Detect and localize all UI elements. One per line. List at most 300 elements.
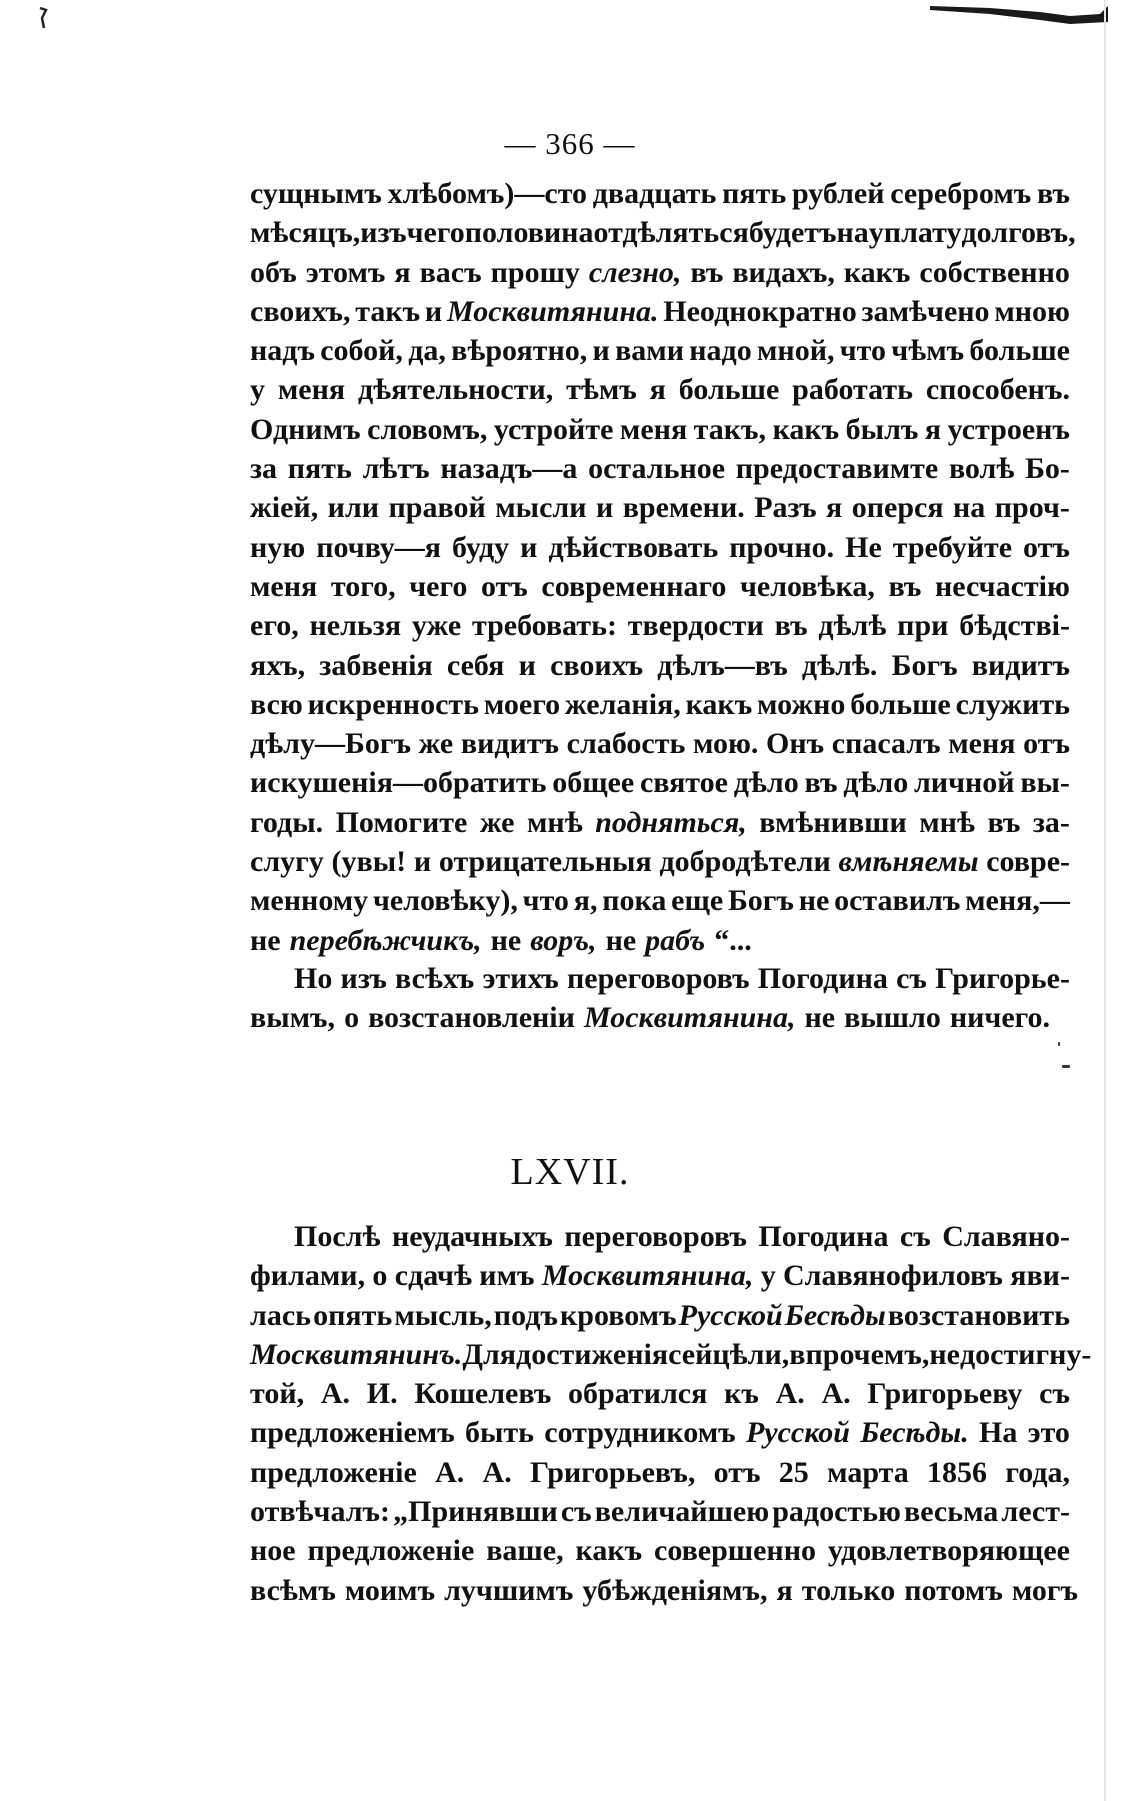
word: несчастію [935,569,1070,603]
word: же [418,727,454,761]
text-line [250,452,1070,491]
word: сотрудникомъ [544,1416,736,1450]
word: дѣлу—Богъ [250,727,411,761]
word: это [1027,1416,1070,1450]
word: о [372,1259,388,1293]
word: лест- [1001,1495,1070,1529]
word: будетъ [748,216,837,250]
word: сущнымъ [250,177,382,210]
word: святое [639,766,728,800]
word: человѣка, [739,569,875,603]
word: “... [714,923,752,957]
word: слезно, [588,255,682,289]
text-line [250,1416,1070,1455]
word: своихъ [550,648,644,682]
word: вмѣняемы [838,845,979,879]
word: чего [406,216,465,250]
word: дѣлѣ [818,609,887,643]
word: только [801,1573,896,1607]
word: требовать: [471,609,617,643]
word: устроенъ [947,412,1070,446]
word: быть [464,1416,534,1450]
word: за- [1032,805,1070,839]
word: меня [948,727,1016,761]
word: не [605,923,637,957]
word: Неоднократно [663,294,857,328]
word: имъ [479,1259,535,1293]
word: меня [277,373,346,407]
word: возстановленіи [368,1001,575,1035]
word: уже [411,609,462,643]
word: Москвитянинъ. [250,1337,463,1371]
word: въ [1036,177,1070,210]
word: пять [287,452,352,486]
word: сдачѣ [394,1259,472,1293]
text-line [250,962,1070,1001]
word: достиженія [516,1337,669,1371]
word: какъ [685,687,753,721]
word: мою. [692,727,759,761]
word: отъ [480,569,528,603]
word: жіей, [250,491,319,525]
text-line [250,1299,1070,1338]
word: объ [250,255,297,289]
word: съ [1039,1377,1070,1411]
word: отдѣляться [593,216,749,250]
word: Григорьевъ, [530,1455,696,1489]
word: отвѣчалъ: [250,1495,391,1529]
word: всѣмъ [250,1573,336,1607]
word: А. [320,1377,351,1411]
word: я [394,255,411,289]
word: На [979,1416,1018,1450]
word: Богъ [727,884,794,918]
scan-speck [1062,1065,1070,1068]
word: пять [722,177,787,210]
word: подняться, [595,805,747,839]
word: А. [482,1455,512,1489]
page-edge-line [1104,0,1106,1801]
word: и [518,648,536,682]
word: этихъ [482,962,559,995]
word: потомъ [904,1573,1003,1607]
text-line [250,806,1070,845]
word: рублей [791,177,885,210]
word: я, [573,884,598,918]
word: проч- [994,491,1070,525]
word: отъ [713,1455,761,1489]
word: въ [987,805,1021,839]
word: дѣятельности, [357,373,554,407]
word: ное [250,1534,296,1568]
scan-artifact-blotch [930,0,1110,26]
word: ваше, [486,1534,564,1568]
text-line [250,1495,1070,1534]
word: и [424,294,443,328]
word: мной, [756,334,835,368]
word: современнаго [541,569,727,603]
word: отъ [1023,727,1070,761]
word: лучшимъ [444,1573,574,1607]
word: въ [804,766,838,800]
text-line [250,649,1070,688]
word: хлѣбомъ)—сто [387,177,588,210]
word: двадцать [592,177,717,210]
word: не [929,1337,960,1371]
word: Славяно- [942,1220,1070,1253]
word: воръ, [530,923,597,957]
word: я [649,373,666,407]
text-line [250,884,1070,923]
word: впрочемъ, [789,1337,930,1371]
word: долговъ, [961,216,1076,250]
word: дѣло [843,766,909,800]
word: той, [250,1377,305,1411]
word: работать [792,373,913,407]
word: личной [913,766,1015,800]
text-line [250,1337,1092,1377]
word: что [839,334,887,368]
word: неудачныхъ [391,1220,553,1253]
word: марта [827,1455,909,1489]
word: совре- [986,845,1070,879]
word: вѣроятно, [451,334,588,368]
text-line [250,295,1070,334]
word: А. [435,1455,465,1489]
word: еще [671,884,724,918]
paragraph-chapter-lxvii [250,1220,1092,1613]
word: убѣжденіямъ, [582,1573,768,1607]
word: прошу [490,255,580,289]
word: въ [888,569,922,603]
word: совершенно [654,1534,816,1568]
word: такъ [355,294,421,328]
word: дѣлѣ. [801,648,878,682]
word: величайшею [594,1495,770,1529]
word: въ [774,609,808,643]
word: словомъ, [367,412,488,446]
text-line [250,1220,1070,1259]
text-line [250,531,1070,570]
word: (увы! [331,845,407,879]
word: мѣсяцъ, [250,216,361,250]
word: и [413,845,432,879]
word: предложеніемъ [250,1416,455,1450]
word: весьма [904,1495,999,1529]
word: общее [552,766,635,800]
word: былъ [845,412,919,446]
word: А. [821,1377,851,1411]
word: остальное [588,452,726,486]
word: дѣло [733,766,799,800]
word: серебромъ [890,177,1032,210]
text-line [250,1534,1070,1573]
paragraph-letter-continuation [250,177,1076,963]
text-line [250,491,1070,530]
word: Русской [745,1416,850,1450]
word: не [490,923,522,957]
word: годы. [250,805,324,839]
word: вымъ, [250,1001,336,1035]
word: мною [994,294,1070,328]
word: Не [845,530,882,564]
word: не [804,1001,836,1035]
text-line [250,570,1070,609]
word: я [776,1573,793,1607]
word: всю [250,687,303,721]
word: перебѣжчикъ, [289,923,482,957]
word: вмѣнивши [759,805,907,839]
word: ничего. [949,1001,1051,1035]
word: видитъ [971,648,1070,682]
text-line [250,1259,1070,1298]
word: моего [483,687,561,721]
word: можно [757,687,846,721]
word: добродѣтели [659,845,831,879]
word: пока [602,884,667,918]
word: опять [313,1298,393,1332]
word: надъ [250,334,315,368]
word: своихъ, [250,294,351,328]
word: его, [250,609,299,643]
word: того, [330,569,396,603]
word: достигну- [959,1337,1092,1371]
word: меня [619,412,688,446]
word: и [520,530,538,564]
word: Онъ [766,727,825,761]
paragraph-negotiations-outcome [250,962,1070,1041]
text-line [250,1456,1070,1495]
word: радостью [772,1495,901,1529]
word: кровомъ [559,1298,677,1332]
word: какъ [772,412,840,446]
word: мнѣ [526,805,583,839]
word: меня [250,569,318,603]
text-line [250,688,1070,727]
chapter-heading: LXVII. [510,1151,630,1193]
word: я [924,412,942,446]
word: слабость [566,727,686,761]
text-line [250,373,1070,412]
word: какъ [575,1534,643,1568]
word: и [592,334,610,368]
word: вы- [1020,766,1070,800]
word: Но [294,962,333,995]
word: я [826,491,843,525]
word: вами [615,334,684,368]
word: уплату [868,216,962,250]
text-line [250,924,1070,963]
word: желанія, [564,687,681,721]
text-line [250,413,1070,452]
word: переговоровъ [567,962,750,995]
word: бѣдстві- [959,609,1070,643]
word: Бо- [1025,452,1070,486]
word: мнѣ [919,805,975,839]
word: Григорьеву [867,1377,1023,1411]
word: устройте [493,412,614,446]
word: больше [850,687,951,721]
scan-artifact-mark [36,6,50,30]
word: при [897,609,949,643]
word: лась [250,1298,312,1332]
word: почву—я [316,530,442,564]
word: 25 [778,1455,809,1489]
page-number: — 366 — [504,126,636,161]
word: дѣйствовать [548,530,719,564]
text-line [250,766,1070,805]
word: вышло [844,1001,941,1035]
word: рабъ [645,923,706,957]
word: мысли [495,491,587,525]
text-line [250,727,1070,766]
word: въ [690,255,724,289]
word: Москвитянина, [541,1259,754,1293]
word: способенъ. [925,373,1070,407]
word: себя [446,648,505,682]
word: нельзя [309,609,402,643]
word: года, [1005,1455,1070,1489]
word: Богъ [891,648,958,682]
word: „Принявши [393,1495,558,1529]
word: къ [724,1377,759,1411]
word: не [798,884,830,918]
word: удовлетворяющее [827,1534,1070,1568]
text-line [250,1573,1079,1613]
word: назадъ—а [440,452,578,486]
word: времени. [622,491,745,525]
word: искренность [307,687,480,721]
word: же [479,805,515,839]
word: Григорье- [935,962,1070,995]
word: твердости [627,609,764,643]
word: всѣхъ [395,962,475,995]
word: моимъ [344,1573,436,1607]
word: чѣмъ [891,334,965,368]
word: спасалъ [831,727,941,761]
word: Для [462,1337,517,1371]
word: яхъ, [250,648,306,682]
word: Погодина [758,1220,889,1253]
word: за [250,452,278,486]
word: возстановить [887,1298,1070,1332]
word: больше [678,373,780,407]
word: не [250,923,281,957]
word: дѣлъ—въ [657,648,788,682]
word: какъ [843,255,911,289]
text-line [250,845,1070,884]
word: такъ, [693,412,767,446]
word: сей [668,1337,713,1371]
text-line [250,177,1070,216]
word: цѣли, [712,1337,790,1371]
word: менному [250,884,369,918]
word: Русской [678,1298,783,1332]
word: волѣ [948,452,1015,486]
text-line [250,334,1070,373]
text-line [250,1377,1070,1416]
word: видахъ, [732,255,835,289]
word: у [760,1259,776,1293]
word: оставилъ [834,884,961,918]
word: обратился [568,1377,708,1411]
word: Кошелевъ [414,1377,552,1411]
text-line [250,1001,1070,1040]
word: Послѣ [294,1220,381,1253]
word: 1856 [927,1455,988,1489]
word: отрицательныя [438,845,652,879]
word: чего [409,569,468,603]
word: Москвитянина, [583,1001,796,1035]
word: могъ [1011,1573,1079,1607]
word: отъ [1023,530,1070,564]
word: собой, [320,334,403,368]
word: съ [560,1495,592,1529]
word: прочно. [729,530,835,564]
word: правой [388,491,486,525]
word: что [522,884,569,918]
word: изъ [360,216,407,250]
word: изъ [340,962,387,995]
text-line [250,256,1070,295]
word: или [327,491,380,525]
word: съ [899,1220,931,1253]
word: лѣтъ [362,452,430,486]
word: предложеніе [307,1534,475,1568]
word: подъ [493,1298,558,1332]
word: А. [775,1377,805,1411]
word: предоставимте [735,452,939,486]
word: да, [408,334,446,368]
scan-speck [1058,1042,1060,1046]
word: больше [969,334,1070,368]
text-line [250,216,1076,255]
word: служить [955,687,1070,721]
word: этомъ [305,255,386,289]
word: Однимъ [250,412,361,446]
word: человѣку), [372,884,518,918]
word: забвенія [319,648,433,682]
word: филами, [250,1259,366,1293]
word: Помогите [335,805,468,839]
word: Москвитянина. [446,294,659,328]
word: на [953,491,986,525]
word: васъ [419,255,482,289]
word: тѣмъ [566,373,637,407]
word: Погодина [757,962,888,995]
word: Славянофиловъ [783,1259,1003,1293]
word: замѣчено [861,294,990,328]
word: переговоровъ [564,1220,747,1253]
word: буду [452,530,510,564]
word: Бесѣды [784,1298,886,1332]
word: о [344,1001,360,1035]
word: надо [689,334,752,368]
word: съ [896,962,927,995]
word: яви- [1010,1259,1070,1293]
word: слугу [250,845,324,879]
word: ную [250,530,306,564]
word: предложеніе [250,1455,417,1489]
word: собственно [919,255,1070,289]
word: на [836,216,869,250]
word: видитъ [460,727,560,761]
text-line [250,609,1070,648]
word: И. [366,1377,398,1411]
word: и [595,491,614,525]
word: половина [464,216,594,250]
word: требуйте [892,530,1013,564]
